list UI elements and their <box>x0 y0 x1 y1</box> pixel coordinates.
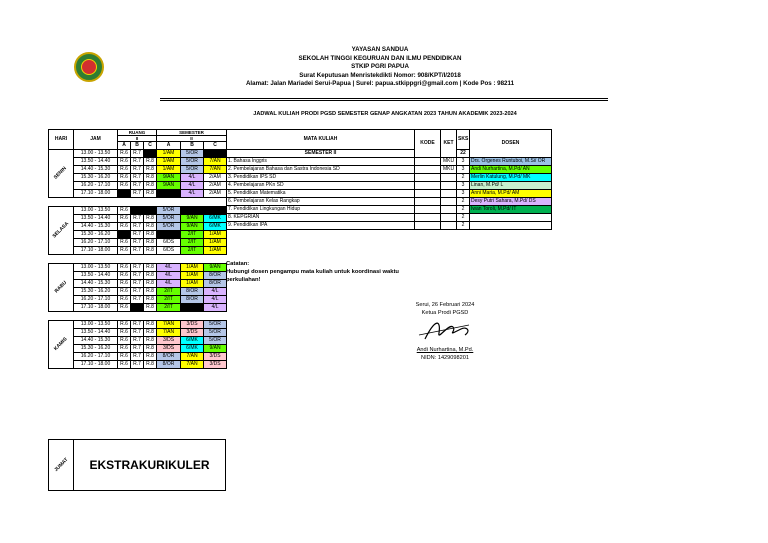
class-cell: 5/OR <box>181 166 204 174</box>
room-cell: R.7 <box>131 321 144 329</box>
course-sks: 3 <box>457 158 470 166</box>
room-cell: R.8 <box>144 247 157 255</box>
address-line: Alamat: Jalan Mariadei Serui-Papua | Surel: papua.stkippgri@gmail.com | Kode Pos : 98211 <box>245 80 515 87</box>
room-cell: R.8 <box>144 231 157 239</box>
header-jam: JAM <box>74 130 118 150</box>
course-name: 6. Pembelajaran Kelas Rangkap <box>227 198 415 206</box>
class-cell: 7/AN <box>157 321 181 329</box>
schedule-row <box>49 223 227 231</box>
course-name: 2. Pembelajaran Bahasa dan Sastra Indonesia SD <box>227 166 415 174</box>
room-cell: R.7 <box>131 280 144 288</box>
room-cell <box>144 150 157 158</box>
schedule-row <box>49 353 227 361</box>
course-name: 9. Pendidikan IPA <box>227 222 415 230</box>
course-code <box>415 198 441 206</box>
room-cell: R.8 <box>144 166 157 174</box>
room-cell: R.6 <box>118 247 131 255</box>
header-semester-num: II <box>157 136 227 142</box>
class-cell: 7/AN <box>157 329 181 337</box>
course-row <box>227 174 552 182</box>
room-cell: R.8 <box>144 190 157 198</box>
course-sks: 2 <box>457 174 470 182</box>
course-name: 7. Pendidikan Lingkungan Hidup <box>227 206 415 214</box>
class-cell: 5/OR <box>157 207 181 215</box>
class-cell: 1/AM <box>157 166 181 174</box>
course-lecturer: Drs. Orgenes Runtuboi, M.Si/ OR <box>470 158 552 166</box>
schedule-row <box>49 174 227 182</box>
course-code <box>415 190 441 198</box>
room-cell: R.7 <box>131 239 144 247</box>
notes-text-2: perkuliahan! <box>226 277 261 283</box>
schedule-row <box>49 329 227 337</box>
course-row <box>227 206 552 214</box>
class-cell: 9/AN <box>181 215 204 223</box>
room-cell: R.8 <box>144 361 157 369</box>
class-cell: 1/AM <box>204 247 227 255</box>
room-cell <box>131 304 144 312</box>
header-kode: KODE <box>415 130 441 158</box>
class-cell: 6/DS <box>157 247 181 255</box>
day-label-selasa: SELASA <box>49 207 74 255</box>
course-code <box>415 158 441 166</box>
schedule-row <box>49 296 227 304</box>
signature-block <box>395 301 495 362</box>
schedule-row <box>49 239 227 247</box>
course-lecturer <box>470 214 552 222</box>
class-cell: 7/AN <box>204 166 227 174</box>
class-cell: 1/AM <box>181 280 204 288</box>
course-ket <box>441 182 457 190</box>
class-cell: 3/DS <box>157 345 181 353</box>
course-row <box>227 166 552 174</box>
course-sks: 2 <box>457 206 470 214</box>
time-slot: 16.20 - 17.10 <box>74 239 118 247</box>
room-cell: R.8 <box>144 239 157 247</box>
class-cell <box>157 190 181 198</box>
place-date: Serui, 26 Februari 2024 <box>415 302 475 308</box>
signatory-name: Andi Nurhartina, M.Pd. <box>416 347 474 353</box>
room-cell: R.7 <box>131 337 144 345</box>
course-sks: 2 <box>457 198 470 206</box>
class-cell: 2/AM <box>204 190 227 198</box>
time-slot: 13.00 - 13.50 <box>74 150 118 158</box>
room-cell: R.7 <box>131 231 144 239</box>
room-cell: R.8 <box>144 174 157 182</box>
day-label-jumat: JUMAT <box>49 440 74 490</box>
course-lecturer: Desy Putri Sahara, M.Pd/ DS <box>470 198 552 206</box>
class-cell: 4/L <box>181 190 204 198</box>
course-code <box>415 174 441 182</box>
room-cell: R.6 <box>118 223 131 231</box>
notes-label: Catatan: <box>226 261 250 267</box>
time-slot: 15.30 - 16.20 <box>74 345 118 353</box>
time-slot: 17.10 - 18.00 <box>74 190 118 198</box>
class-cell: 9/AN <box>157 174 181 182</box>
room-cell <box>131 207 144 215</box>
time-slot: 13.50 - 14.40 <box>74 329 118 337</box>
time-slot: 15.30 - 16.20 <box>74 288 118 296</box>
class-cell: 5/OR <box>181 150 204 158</box>
class-cell: 4/L <box>157 280 181 288</box>
class-cell: 4/L <box>181 174 204 182</box>
course-sks: 2 <box>457 222 470 230</box>
signatory-role: Ketua Prodi PGSD <box>421 310 469 316</box>
room-cell: R.8 <box>144 321 157 329</box>
schedule-row <box>49 231 227 239</box>
day-label-kamis: KAMIS <box>49 321 74 369</box>
course-code <box>415 206 441 214</box>
room-cell: R.6 <box>118 280 131 288</box>
room-cell: R.7 <box>131 345 144 353</box>
room-cell <box>144 207 157 215</box>
room-cell: R.6 <box>118 182 131 190</box>
course-ket <box>441 214 457 222</box>
class-cell: 1/AM <box>157 150 181 158</box>
room-cell: R.6 <box>118 158 131 166</box>
course-code <box>415 182 441 190</box>
header-semester: SEMESTER <box>157 130 227 136</box>
room-cell: R.7 <box>131 223 144 231</box>
course-lecturer: Andi Nurhartina, M.Pd/ AN <box>470 166 552 174</box>
course-sks: 3 <box>457 190 470 198</box>
room-cell: R.6 <box>118 329 131 337</box>
college-short-name: STKIP PGRI PAPUA <box>351 63 409 70</box>
class-cell: 5/OR <box>204 337 227 345</box>
class-cell: 4/L <box>204 288 227 296</box>
course-row <box>227 198 552 206</box>
class-cell <box>181 304 204 312</box>
header-ruang-c: C <box>144 142 157 150</box>
day-separator <box>49 198 227 207</box>
class-cell: 2/IT <box>157 304 181 312</box>
class-cell: 5/OR <box>157 223 181 231</box>
class-cell: 1/AM <box>204 231 227 239</box>
class-cell <box>157 231 181 239</box>
header-sem-a: A <box>157 142 181 150</box>
schedule-table <box>48 129 227 369</box>
room-cell: R.7 <box>131 166 144 174</box>
room-cell: R.8 <box>144 280 157 288</box>
header-ruang-a: A <box>118 142 131 150</box>
schedule-row <box>49 150 227 158</box>
friday-block <box>48 439 226 491</box>
course-row <box>227 222 552 230</box>
schedule-row <box>49 190 227 198</box>
room-cell: R.7 <box>131 288 144 296</box>
time-slot: 16.20 - 17.10 <box>74 353 118 361</box>
class-cell: 4/L <box>204 304 227 312</box>
class-cell: 5/OR <box>157 215 181 223</box>
course-lecturer: Linan, M.Pd/ L <box>470 182 552 190</box>
class-cell: 6/DS <box>157 239 181 247</box>
room-cell: R.8 <box>144 296 157 304</box>
room-cell: R.6 <box>118 361 131 369</box>
course-row <box>227 182 552 190</box>
extracurricular-label: EKSTRAKURIKULER <box>89 458 210 472</box>
time-slot: 14.40 - 15.30 <box>74 337 118 345</box>
course-name: 5. Pendidikan Matematika <box>227 190 415 198</box>
course-row <box>227 214 552 222</box>
class-cell: 9/AN <box>204 345 227 353</box>
signatory-nidn: NIDN: 1429098201 <box>421 355 469 361</box>
course-row <box>227 190 552 198</box>
course-ket: MKU <box>441 158 457 166</box>
class-cell: 3/DS <box>157 337 181 345</box>
course-name: 8. KEPGRIAN <box>227 214 415 222</box>
room-cell: R.7 <box>131 158 144 166</box>
class-cell: 2/IT <box>157 296 181 304</box>
notes <box>226 260 436 284</box>
college-name: SEKOLAH TINGGI KEGURUAN DAN ILMU PENDIDIKAN <box>298 54 462 62</box>
time-slot: 14.40 - 15.30 <box>74 166 118 174</box>
course-ket <box>441 190 457 198</box>
room-cell: R.6 <box>118 345 131 353</box>
decree-number: Surat Keputusan Menristekdikti Nomor: 908/KPT/I/2018 <box>299 71 461 79</box>
room-cell: R.7 <box>131 247 144 255</box>
room-cell: R.6 <box>118 321 131 329</box>
room-cell: R.8 <box>144 288 157 296</box>
course-ket <box>441 206 457 214</box>
letterhead-divider <box>160 98 608 101</box>
class-cell: 6/MK <box>181 337 204 345</box>
time-slot: 17.10 - 18.00 <box>74 361 118 369</box>
time-slot: 15.30 - 16.20 <box>74 231 118 239</box>
course-code <box>415 214 441 222</box>
course-ket: MKU <box>441 166 457 174</box>
class-cell: 8/OR <box>181 296 204 304</box>
day-label-rabu: RABU <box>49 264 74 312</box>
header-hari: HARI <box>49 130 74 150</box>
time-slot: 13.50 - 14.40 <box>74 272 118 280</box>
class-cell: 2/IT <box>181 239 204 247</box>
header-sks: SKS <box>457 130 470 150</box>
room-cell: R.6 <box>118 353 131 361</box>
time-slot: 17.10 - 18.00 <box>74 247 118 255</box>
class-cell: 3/DS <box>204 361 227 369</box>
class-cell: 7/AN <box>181 353 204 361</box>
course-lecturer <box>470 222 552 230</box>
institution-logo <box>74 52 104 82</box>
header-ruang-b: B <box>131 142 144 150</box>
room-cell: R.6 <box>118 337 131 345</box>
class-cell: 6/MK <box>204 223 227 231</box>
time-slot: 13.00 - 13.50 <box>74 264 118 272</box>
course-ket <box>441 174 457 182</box>
schedule-row <box>49 272 227 280</box>
course-name: 3. Pendidikan IPS SD <box>227 174 415 182</box>
header-dosen: DOSEN <box>470 130 552 158</box>
class-cell: 9/AN <box>157 182 181 190</box>
room-cell: R.7 <box>131 215 144 223</box>
class-cell: 8/OR <box>157 361 181 369</box>
room-cell: R.7 <box>131 329 144 337</box>
room-cell: R.7 <box>131 296 144 304</box>
schedule-row <box>49 361 227 369</box>
time-slot: 13.00 - 13.50 <box>74 321 118 329</box>
time-slot: 14.40 - 15.30 <box>74 280 118 288</box>
room-cell: R.8 <box>144 337 157 345</box>
course-code <box>415 166 441 174</box>
room-cell: R.6 <box>118 264 131 272</box>
class-cell: 7/AN <box>181 361 204 369</box>
room-cell: R.6 <box>118 174 131 182</box>
class-cell: 4/L <box>157 272 181 280</box>
schedule-row <box>49 264 227 272</box>
header-mata-kuliah: MATA KULIAH <box>227 130 415 150</box>
course-lecturer: Iwan Toroli, M.Pd/ IT <box>470 206 552 214</box>
schedule-row <box>49 158 227 166</box>
room-cell: R.8 <box>144 182 157 190</box>
room-cell: R.7 <box>131 190 144 198</box>
class-cell: 3/DS <box>181 321 204 329</box>
room-cell: R.8 <box>144 353 157 361</box>
header-ruang: RUANG <box>118 130 157 136</box>
schedule-row <box>49 280 227 288</box>
class-cell: 1/AM <box>157 158 181 166</box>
course-row <box>227 158 552 166</box>
room-cell: R.6 <box>118 166 131 174</box>
schedule-row <box>49 182 227 190</box>
room-cell: R.6 <box>118 304 131 312</box>
room-cell: R.7 <box>131 150 144 158</box>
room-cell: R.8 <box>144 223 157 231</box>
time-slot: 13.00 - 13.50 <box>74 207 118 215</box>
letterhead <box>170 46 590 89</box>
class-cell: 7/AN <box>204 158 227 166</box>
header-ket: KET <box>441 130 457 158</box>
class-cell: 5/OR <box>204 329 227 337</box>
class-cell: 8/OR <box>157 353 181 361</box>
room-cell: R.8 <box>144 272 157 280</box>
header-ruang-num: II <box>118 136 157 142</box>
class-cell <box>204 207 227 215</box>
room-cell: R.8 <box>144 345 157 353</box>
class-cell: 8/OR <box>204 280 227 288</box>
class-cell: 1/AM <box>204 239 227 247</box>
room-cell: R.6 <box>118 215 131 223</box>
header-semester-ii: SEMESTER II <box>227 150 415 158</box>
sks-total: 22 <box>457 150 470 158</box>
room-cell <box>118 190 131 198</box>
day-separator <box>49 255 227 264</box>
schedule-row <box>49 337 227 345</box>
course-sks: 3 <box>457 182 470 190</box>
class-cell: 1/AM <box>181 264 204 272</box>
schedule-row <box>49 321 227 329</box>
handwritten-signature <box>405 317 485 343</box>
schedule-row <box>49 207 227 215</box>
foundation-name: YAYASAN SANDUA <box>351 46 409 53</box>
class-cell: 3/DS <box>204 353 227 361</box>
course-lecturer: Anni Maria, M.Pd/ AM <box>470 190 552 198</box>
course-ket <box>441 198 457 206</box>
course-sks: 3 <box>457 166 470 174</box>
class-cell: 5/OR <box>181 158 204 166</box>
courses-table <box>226 129 552 230</box>
room-cell: R.7 <box>131 272 144 280</box>
course-lecturer: Merlin Katulung, M.Pd/ MK <box>470 174 552 182</box>
class-cell: 2/IT <box>181 231 204 239</box>
room-cell: R.6 <box>118 272 131 280</box>
schedule-row <box>49 288 227 296</box>
course-name: 4. Pembelajaran PKn SD <box>227 182 415 190</box>
class-cell: 5/OR <box>204 321 227 329</box>
class-cell: 2/IT <box>181 247 204 255</box>
class-cell: 8/OR <box>204 272 227 280</box>
room-cell: R.8 <box>144 215 157 223</box>
room-cell <box>118 231 131 239</box>
room-cell: R.6 <box>118 207 131 215</box>
time-slot: 14.40 - 15.30 <box>74 223 118 231</box>
schedule-row <box>49 215 227 223</box>
class-cell: 8/OR <box>181 288 204 296</box>
course-sks: 2 <box>457 214 470 222</box>
class-cell: 6/MK <box>204 215 227 223</box>
room-cell: R.7 <box>131 361 144 369</box>
class-cell: 2/IT <box>157 288 181 296</box>
room-cell: R.6 <box>118 239 131 247</box>
class-cell: 4/L <box>204 296 227 304</box>
schedule-row <box>49 247 227 255</box>
room-cell: R.6 <box>118 288 131 296</box>
schedule-row <box>49 166 227 174</box>
day-label-senin: SENIN <box>49 150 74 198</box>
time-slot: 16.20 - 17.10 <box>74 182 118 190</box>
time-slot: 17.10 - 18.00 <box>74 304 118 312</box>
room-cell: R.7 <box>131 174 144 182</box>
schedule-row <box>49 304 227 312</box>
day-separator <box>49 312 227 321</box>
time-slot: 16.20 - 17.10 <box>74 296 118 304</box>
course-code <box>415 222 441 230</box>
class-cell: 2/AM <box>204 174 227 182</box>
class-cell: 9/AN <box>181 223 204 231</box>
class-cell: 4/L <box>181 182 204 190</box>
notes-text-1: Hubungi dosen pengampu mata kuliah untuk koordinasi waktu <box>226 269 399 275</box>
class-cell: 1/AM <box>181 272 204 280</box>
class-cell: 4/L <box>157 264 181 272</box>
class-cell: 6/MK <box>181 345 204 353</box>
room-cell: R.8 <box>144 158 157 166</box>
class-cell: 2/AM <box>204 182 227 190</box>
time-slot: 13.50 - 14.40 <box>74 215 118 223</box>
room-cell: R.7 <box>131 264 144 272</box>
room-cell: R.7 <box>131 182 144 190</box>
room-cell: R.8 <box>144 264 157 272</box>
header-sem-b: B <box>181 142 204 150</box>
class-cell: 9/AN <box>204 264 227 272</box>
room-cell: R.8 <box>144 304 157 312</box>
schedule-title: JADWAL KULIAH PRODI PGSD SEMESTER GENAP ANGKATAN 2023 TAHUN AKADEMIK 2023-2024 <box>253 111 517 117</box>
room-cell: R.6 <box>118 150 131 158</box>
time-slot: 15.30 - 16.20 <box>74 174 118 182</box>
class-cell: 3/DS <box>181 329 204 337</box>
header-sem-c: C <box>204 142 227 150</box>
room-cell: R.6 <box>118 296 131 304</box>
time-slot: 13.50 - 14.40 <box>74 158 118 166</box>
class-cell <box>181 207 204 215</box>
room-cell: R.8 <box>144 329 157 337</box>
room-cell: R.7 <box>131 353 144 361</box>
schedule-row <box>49 345 227 353</box>
class-cell <box>204 150 227 158</box>
course-name: 1. Bahasa Inggris <box>227 158 415 166</box>
course-ket <box>441 222 457 230</box>
